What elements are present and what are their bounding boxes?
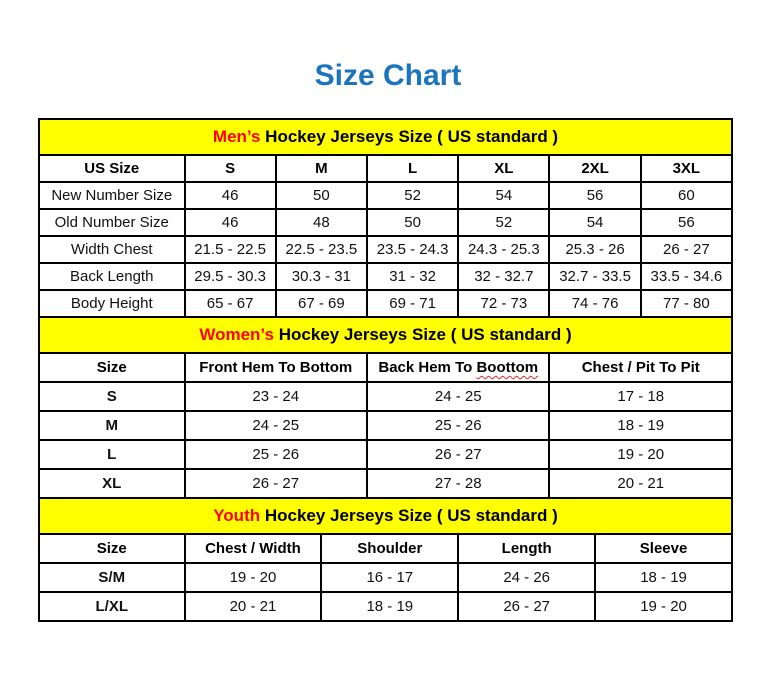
mens-section-heading bbox=[39, 119, 732, 155]
size-value: 18 - 19 bbox=[549, 411, 732, 440]
size-value: 19 - 20 bbox=[595, 592, 732, 621]
table-row bbox=[39, 382, 732, 411]
size-value: 20 - 21 bbox=[549, 469, 732, 498]
table-row bbox=[39, 182, 732, 209]
row-label: L bbox=[39, 440, 185, 469]
column-header: Shoulder bbox=[321, 534, 458, 563]
table-row bbox=[39, 440, 732, 469]
size-value: 26 - 27 bbox=[458, 592, 595, 621]
column-header: Length bbox=[458, 534, 595, 563]
section-heading-text: Hockey Jerseys Size ( US standard ) bbox=[260, 127, 559, 146]
size-value: 19 - 20 bbox=[549, 440, 732, 469]
column-header: US Size bbox=[39, 155, 185, 182]
table-header-row bbox=[39, 534, 732, 563]
size-value: 22.5 - 23.5 bbox=[276, 236, 367, 263]
table-row bbox=[39, 290, 732, 317]
youth-size-table bbox=[38, 497, 733, 622]
row-label: S bbox=[39, 382, 185, 411]
size-value: 72 - 73 bbox=[458, 290, 549, 317]
size-value: 46 bbox=[185, 182, 276, 209]
size-value: 30.3 - 31 bbox=[276, 263, 367, 290]
size-value: 25 - 26 bbox=[367, 411, 549, 440]
size-value: 50 bbox=[276, 182, 367, 209]
youth-section-heading-row bbox=[39, 498, 732, 534]
womens-size-table bbox=[38, 316, 733, 499]
size-value: 18 - 19 bbox=[595, 563, 732, 592]
size-value: 23 - 24 bbox=[185, 382, 367, 411]
size-value: 50 bbox=[367, 209, 458, 236]
column-header: S bbox=[185, 155, 276, 182]
mens-size-table bbox=[38, 118, 733, 318]
row-label: Old Number Size bbox=[39, 209, 185, 236]
size-value: 46 bbox=[185, 209, 276, 236]
column-header: 2XL bbox=[549, 155, 640, 182]
size-value: 24 - 25 bbox=[185, 411, 367, 440]
misspelled-word: Boottom bbox=[476, 359, 539, 376]
column-header: Front Hem To Bottom bbox=[185, 353, 367, 382]
size-value: 29.5 - 30.3 bbox=[185, 263, 276, 290]
section-heading-text: Hockey Jerseys Size ( US standard ) bbox=[260, 506, 558, 525]
womens-section-heading bbox=[39, 317, 732, 353]
row-label: L/XL bbox=[39, 592, 185, 621]
size-value: 31 - 32 bbox=[367, 263, 458, 290]
column-header-text: Back Hem To bbox=[378, 359, 477, 376]
column-header: Chest / Width bbox=[185, 534, 322, 563]
size-value: 74 - 76 bbox=[549, 290, 640, 317]
row-label: S/M bbox=[39, 563, 185, 592]
size-value: 17 - 18 bbox=[549, 382, 732, 411]
youth-section-heading bbox=[39, 498, 732, 534]
table-row bbox=[39, 263, 732, 290]
row-label: Back Length bbox=[39, 263, 185, 290]
row-label: XL bbox=[39, 469, 185, 498]
section-heading-accent: Women’s bbox=[199, 325, 274, 344]
table-header-row bbox=[39, 155, 732, 182]
size-value: 26 - 27 bbox=[367, 440, 549, 469]
column-header: Sleeve bbox=[595, 534, 732, 563]
womens-section-heading-row bbox=[39, 317, 732, 353]
size-value: 69 - 71 bbox=[367, 290, 458, 317]
section-heading-accent: Youth bbox=[213, 506, 261, 525]
column-header bbox=[367, 353, 549, 382]
column-header: L bbox=[367, 155, 458, 182]
size-value: 32.7 - 33.5 bbox=[549, 263, 640, 290]
size-value: 26 - 27 bbox=[185, 469, 367, 498]
mens-section-heading-row bbox=[39, 119, 732, 155]
column-header: M bbox=[276, 155, 367, 182]
column-header: Size bbox=[39, 353, 185, 382]
size-value: 20 - 21 bbox=[185, 592, 322, 621]
size-value: 60 bbox=[641, 182, 732, 209]
page-title: Size Chart bbox=[314, 59, 462, 92]
size-value: 32 - 32.7 bbox=[458, 263, 549, 290]
size-value: 54 bbox=[458, 182, 549, 209]
row-label: New Number Size bbox=[39, 182, 185, 209]
table-row bbox=[39, 563, 732, 592]
table-header-row bbox=[39, 353, 732, 382]
row-label: M bbox=[39, 411, 185, 440]
size-value: 25 - 26 bbox=[185, 440, 367, 469]
size-value: 24 - 25 bbox=[367, 382, 549, 411]
size-value: 67 - 69 bbox=[276, 290, 367, 317]
row-label: Width Chest bbox=[39, 236, 185, 263]
size-value: 65 - 67 bbox=[185, 290, 276, 317]
size-value: 23.5 - 24.3 bbox=[367, 236, 458, 263]
size-value: 27 - 28 bbox=[367, 469, 549, 498]
section-heading-text: Hockey Jerseys Size ( US standard ) bbox=[273, 325, 572, 344]
size-value: 52 bbox=[367, 182, 458, 209]
size-value: 16 - 17 bbox=[321, 563, 458, 592]
size-value: 25.3 - 26 bbox=[549, 236, 640, 263]
size-chart-tables bbox=[38, 118, 733, 622]
row-label: Body Height bbox=[39, 290, 185, 317]
size-value: 52 bbox=[458, 209, 549, 236]
size-value: 48 bbox=[276, 209, 367, 236]
size-value: 24.3 - 25.3 bbox=[458, 236, 549, 263]
column-header: 3XL bbox=[641, 155, 732, 182]
table-row bbox=[39, 592, 732, 621]
section-heading-accent: Men’s bbox=[212, 127, 261, 146]
table-row bbox=[39, 469, 732, 498]
column-header: Size bbox=[39, 534, 185, 563]
column-header: XL bbox=[458, 155, 549, 182]
table-row bbox=[39, 411, 732, 440]
size-value: 77 - 80 bbox=[641, 290, 732, 317]
size-value: 19 - 20 bbox=[185, 563, 322, 592]
size-value: 33.5 - 34.6 bbox=[641, 263, 732, 290]
size-value: 56 bbox=[549, 182, 640, 209]
column-header: Chest / Pit To Pit bbox=[549, 353, 732, 382]
size-value: 54 bbox=[549, 209, 640, 236]
size-value: 26 - 27 bbox=[641, 236, 732, 263]
size-value: 24 - 26 bbox=[458, 563, 595, 592]
table-row bbox=[39, 236, 732, 263]
size-value: 18 - 19 bbox=[321, 592, 458, 621]
size-value: 21.5 - 22.5 bbox=[185, 236, 276, 263]
size-value: 56 bbox=[641, 209, 732, 236]
table-row bbox=[39, 209, 732, 236]
